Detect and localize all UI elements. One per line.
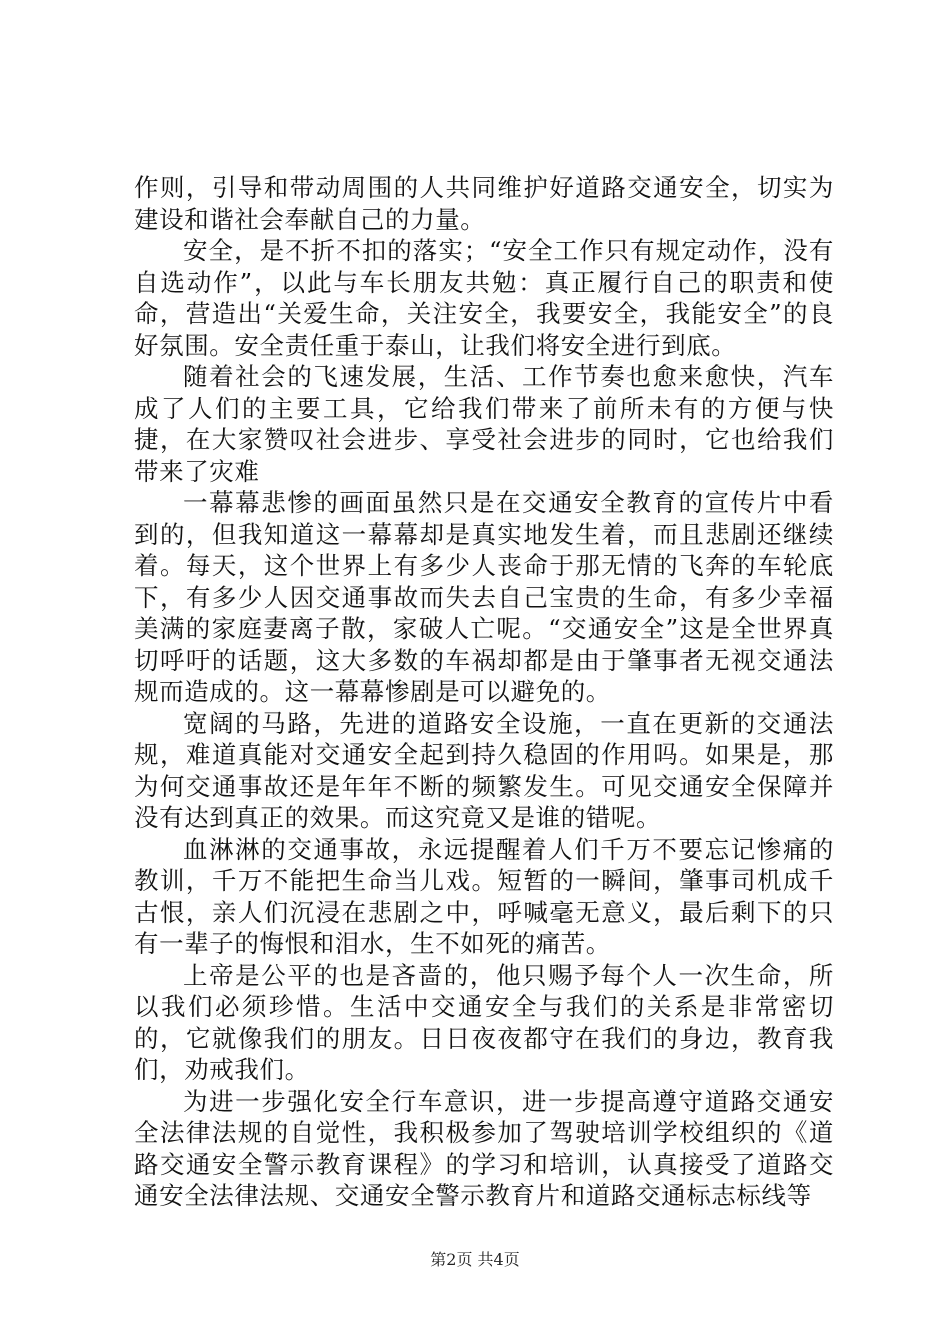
page-number-footer: 第2页 共4页 bbox=[430, 1250, 520, 1269]
paragraph: 一幕幕悲惨的画面虽然只是在交通安全教育的宣传片中看到的，但我知道这一幕幕却是真实地发生着，而且悲剧还继续着。每天，这个世界上有多少人丧命于那无情的飞奔的车轮底下，有多少人因交通事故而失去自己宝贵的生命，有多少幸福美满的家庭妻离子散，家破人亡呢。“交通安全”这是全世界真切呼吁的话题，这大多数的车祸却都是由于肇事者无视交通法规而造成的。这一幕幕惨剧是可以避免的。 bbox=[134, 488, 834, 706]
paragraph: 宽阔的马路，先进的道路安全设施，一直在更新的交通法规，难道真能对交通安全起到持久稳固的作用吗。如果是，那为何交通事故还是年年不断的频繁发生。可见交通安全保障并没有达到真正的效果。而这究竟又是谁的错呢。 bbox=[134, 708, 834, 832]
paragraph: 血淋淋的交通事故，永远提醒着人们千万不要忘记惨痛的教训，千万不能把生命当儿戏。短暂的一瞬间，肇事司机成千古恨，亲人们沉浸在悲剧之中，呼喊毫无意义，最后剩下的只有一辈子的悔恨和泪水，生不如死的痛苦。 bbox=[134, 834, 834, 958]
paragraph-continued: 作则，引导和带动周围的人共同维护好道路交通安全，切实为建设和谐社会奉献自己的力量。 bbox=[134, 173, 834, 234]
paragraph: 为进一步强化安全行车意识，进一步提高遵守道路交通安全法律法规的自觉性，我积极参加了驾驶培训学校组织的《道路交通安全警示教育课程》的学习和培训，认真接受了道路交通安全法律法规、交通安全警示教育片和道路交通标志标线等 bbox=[134, 1086, 834, 1210]
document-body bbox=[134, 172, 834, 1212]
paragraph: 随着社会的飞速发展，生活、工作节奏也愈来愈快，汽车成了人们的主要工具，它给我们带来了前所未有的方便与快捷，在大家赞叹社会进步、享受社会进步的同时，它也给我们带来了灾难 bbox=[134, 362, 834, 486]
paragraph: 安全，是不折不扣的落实；“安全工作只有规定动作，没有自选动作”，以此与车长朋友共勉：真正履行自己的职责和使命，营造出“关爱生命，关注安全，我要安全，我能安全”的良好氛围。安全责任重于泰山，让我们将安全进行到底。 bbox=[134, 236, 834, 360]
paragraph: 上帝是公平的也是吝啬的，他只赐予每个人一次生命，所以我们必须珍惜。生活中交通安全与我们的关系是非常密切的，它就像我们的朋友。日日夜夜都守在我们的身边，教育我们，劝戒我们。 bbox=[134, 960, 834, 1084]
